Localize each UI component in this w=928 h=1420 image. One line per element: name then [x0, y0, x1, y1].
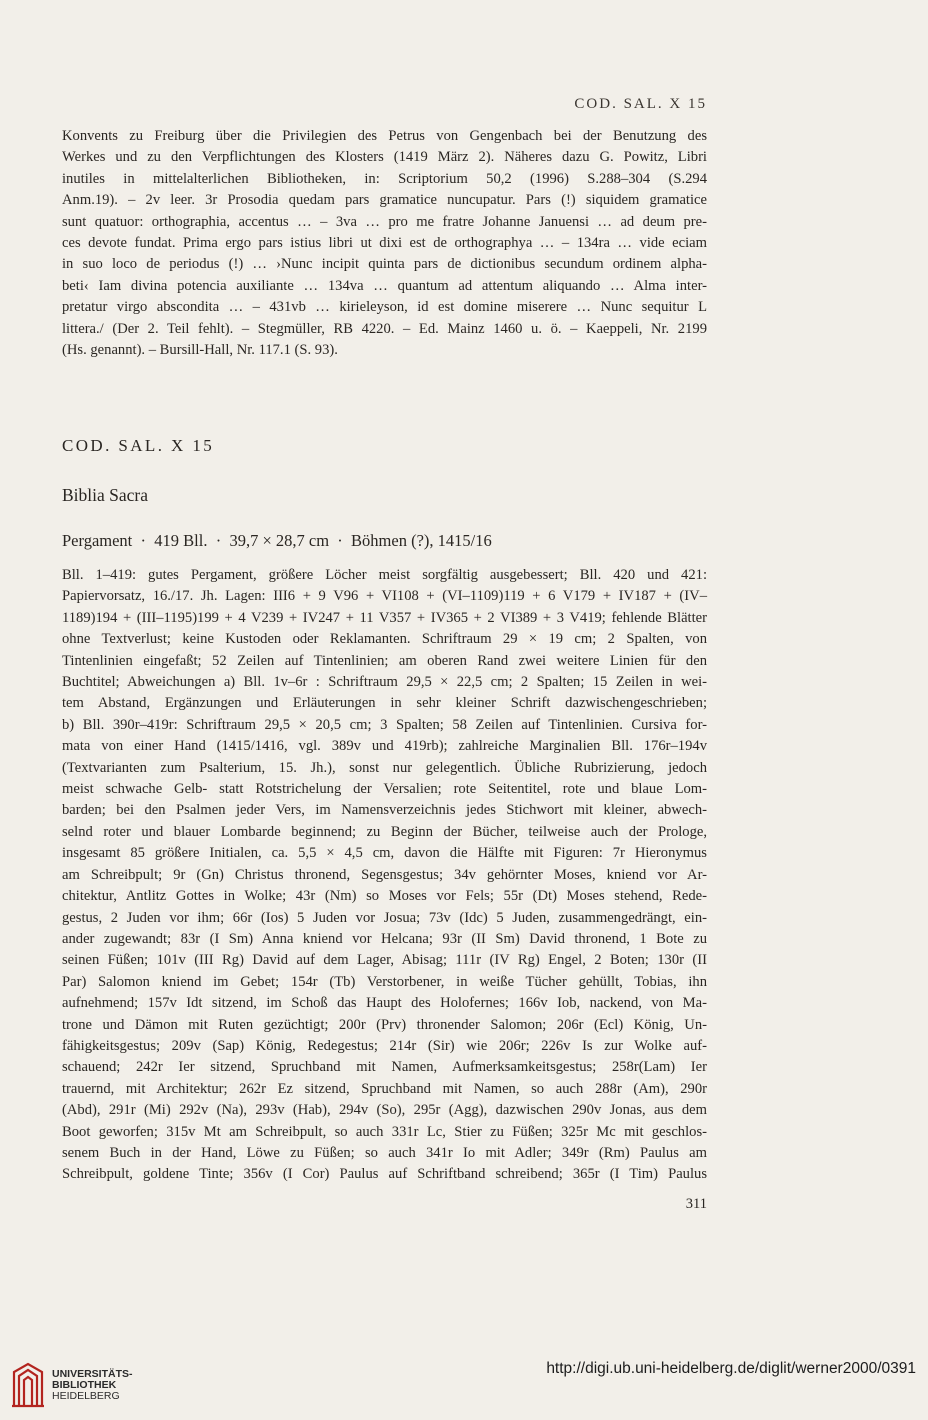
desc-line: 1189)194 + (III–1195)199 + 4 V239 + IV247 + 11 V357 + IV365 + 2 VI389 + 3 V419; fehlende Blätter	[62, 609, 707, 626]
desc-line: selnd roter und blauer Lombarde beginnend; zu Beginn der Bücher, teilweise auch der Prologe,	[62, 823, 707, 840]
desc-line: aufnehmend; 157v Idt sitzend, im Schoß das Haupt des Holofernes; 166v Iob, nackend, von Ma-	[62, 995, 707, 1012]
meta-separator: ·	[215, 531, 222, 550]
intro-line: Werkes und zu den Verpflichtungen des Klosters (1419 März 2). Näheres dazu G. Powitz, Libri	[62, 149, 707, 166]
desc-line: b) Bll. 390r–419r: Schriftraum 29,5 × 20,5 cm; 3 Spalten; 58 Zeilen auf Tintenlinien. Cursiva for-	[62, 716, 707, 733]
desc-line: Schreibpult, goldene Tinte; 356v (I Cor) Paulus auf Schriftband schreibend; 365r (I Tim) Paulus	[62, 1166, 707, 1183]
intro-line: pretatur virgo abscondita … – 431vb … kirieleyson, id est domine miserere … Nunc sequitur L	[62, 299, 707, 316]
library-logo-icon[interactable]	[10, 1362, 46, 1408]
desc-line: barden; bei den Psalmen jeder Vers, im Namensverzeichnis jedes Stichwort mit kleiner, abwech-	[62, 802, 707, 819]
desc-line: (Textvarianten zum Psalterium, 15. Jh.), sonst nur gelegentlich. Übliche Rubrizierung, jedoch	[62, 759, 707, 776]
page-number: 311	[685, 1196, 707, 1212]
description-paragraph	[62, 565, 707, 1186]
desc-line: meist schwache Gelb- statt Rotstrichelung der Versalien; rote Seitentitel, rote und blaue Lom-	[62, 781, 707, 798]
desc-line: tem Abstand, Ergänzungen und Erläuterungen in sehr kleiner Schrift dazwischengeschrieben;	[62, 695, 707, 712]
desc-line: Buchtitel; Abweichungen a) Bll. 1v–6r : Schriftraum 29,5 × 22,5 cm; 2 Spalten; 15 Zeilen in wei-	[62, 674, 707, 691]
logo-line: UNIVERSITÄTS-	[52, 1368, 133, 1380]
section-title: COD. SAL. X 15	[62, 436, 215, 455]
desc-line: trone und Dämon mit Ruten gezüchtigt; 200r (Prv) thronender Salomon; 206r (Ecl) König, Un-	[62, 1016, 707, 1033]
intro-line: Konvents zu Freiburg über die Privilegien des Petrus von Gengenbach bei der Benutzung des	[62, 128, 707, 144]
desc-line: Par) Salomon kniend im Gebet; 154r (Tb) Verstorbener, in weiße Tücher gehüllt, Tobias, ihn	[62, 973, 707, 990]
intro-line: (Hs. genannt). – Bursill-Hall, Nr. 117.1 (S. 93).	[62, 342, 338, 359]
desc-line: senem Buch in der Hand, Löwe zu Füßen; so auch 341r Io mit Adler; 349r (Rm) Paulus am	[62, 1144, 707, 1161]
logo-line: HEIDELBERG	[52, 1390, 120, 1402]
desc-line: ander zugewandt; 83r (I Sm) Anna kniend vor Helcana; 93r (II Sm) David thronend, 1 Bote zu	[62, 930, 707, 947]
intro-line: inutiles in mittelalterlichen Bibliotheken, in: Scriptorium 50,2 (1996) S.288–304 (S.294	[62, 170, 707, 187]
desc-line: schauend; 242r Ier sitzend, Spruchband mit Namen, Aufmerksamkeitsgestus; 258r(Lam) Ier	[62, 1059, 707, 1076]
desc-line: insgesamt 85 größere Initialen, ca. 5,5 × 4,5 cm, davon die Hälfte mit Figuren: 7r Hieronymus	[62, 845, 707, 862]
running-head: COD. SAL. X 15	[574, 96, 707, 112]
logo-line: BIBLIOTHEK	[52, 1379, 117, 1391]
desc-line: fähigkeitsgestus; 209v (Sap) König, Redegestus; 214r (Sir) wie 206r; 226v Is zur Wolke auf-	[62, 1037, 707, 1054]
meta-separator: ·	[337, 531, 343, 550]
desc-line: ohne Textverlust; keine Kustoden oder Reklamanten. Schriftraum 29 × 19 cm; 2 Spalten, von	[62, 631, 707, 648]
meta-origin: Böhmen (?), 1415/16	[351, 531, 492, 550]
intro-line: Anm.19). – 2v leer. 3r Prosodia quedam pars gramatice nuncupatur. Pars (!) siquidem gramatice	[62, 192, 707, 209]
desc-line: Bll. 1–419: gutes Pergament, größere Löcher meist sorgfältig ausgebessert; Bll. 420 und 421:	[62, 567, 707, 583]
source-url-link[interactable]: http://digi.ub.uni-heidelberg.de/diglit/werner2000/0391	[546, 1360, 916, 1377]
intro-line: beti‹ Iam divina potencia auxiliante … 134va … quantum ad attentum aliquando … Alma inter-	[62, 277, 707, 294]
desc-line: gestus, 2 Juden vor ihm; 66r (Ios) 5 Juden vor Josua; 73v (Idc) 5 Juden, zusammengedrängt, ein-	[62, 909, 707, 926]
intro-line: ces devote fundat. Prima ergo pars istius libri ut dixi est de orthographya … – 134ra … vide eciam	[62, 235, 707, 252]
footer-bar	[0, 1332, 928, 1420]
desc-line: am Schreibpult; 9r (Gn) Christus thronend, Segensgestus; 34v gehörnter Moses, kniend vor Ar-	[62, 866, 707, 883]
meta-separator: ·	[140, 531, 147, 550]
desc-line: Tintenlinien eingefaßt; 52 Zeilen auf Tintenlinien; am oberen Rand zwei weitere Linien für den	[62, 652, 707, 669]
meta-leaves: 419 Bll.	[154, 531, 208, 550]
desc-line: Boot geworfen; 315v Mt am Schreibpult, so auch 331r Lc, Stier zu Füßen; 325r Mc mit geschlos-	[62, 1123, 707, 1140]
desc-line: seinen Füßen; 101v (III Rg) David auf dem Lager, Abisag; 111r (IV Rg) Engel, 2 Boten; 130r (II	[62, 952, 707, 969]
desc-line: Papiervorsatz, 16./17. Jh. Lagen: III6 + 9 V96 + VI108 + (VI–1109)119 + 6 V179 + IV187 + (IV–	[62, 588, 707, 605]
meta-line	[62, 531, 492, 551]
desc-line: (Abd), 291r (Mi) 292v (Na), 293v (Hab), 294v (So), 295r (Agg), dazwischen 290v Jonas, aus dem	[62, 1102, 707, 1119]
desc-line: trauernd, mit Architektur; 262r Ez sitzend, Spruchband mit Namen, so auch 288r (Am), 290r	[62, 1080, 707, 1097]
intro-paragraph	[62, 126, 707, 361]
desc-line: mata von einer Hand (1415/1416, vgl. 389v und 419rb); zahlreiche Marginalien Bll. 176r–194v	[62, 738, 707, 755]
intro-line: sunt quatuor: orthographia, accentus … – 3va … pro me fratre Johanne Januensi … ad deum pre-	[62, 213, 707, 230]
work-title: Biblia Sacra	[62, 485, 149, 505]
desc-line: chitektur, Antlitz Gottes in Wolke; 43r (Nm) so Moses vor Fels; 55r (Dt) Moses stehend, Rede-	[62, 888, 707, 905]
meta-material: Pergament	[62, 531, 133, 550]
intro-line: in suo loco de periodus (!) … ›Nunc incipit quinta pars de dictionibus secundum ordinem alpha-	[62, 256, 707, 273]
library-logo-text	[52, 1369, 133, 1402]
meta-size: 39,7 × 28,7 cm	[229, 531, 330, 550]
intro-line: littera./ (Der 2. Teil fehlt). – Stegmüller, RB 4220. – Ed. Mainz 1460 u. ö. – Kaeppeli, Nr. 2199	[62, 320, 707, 337]
